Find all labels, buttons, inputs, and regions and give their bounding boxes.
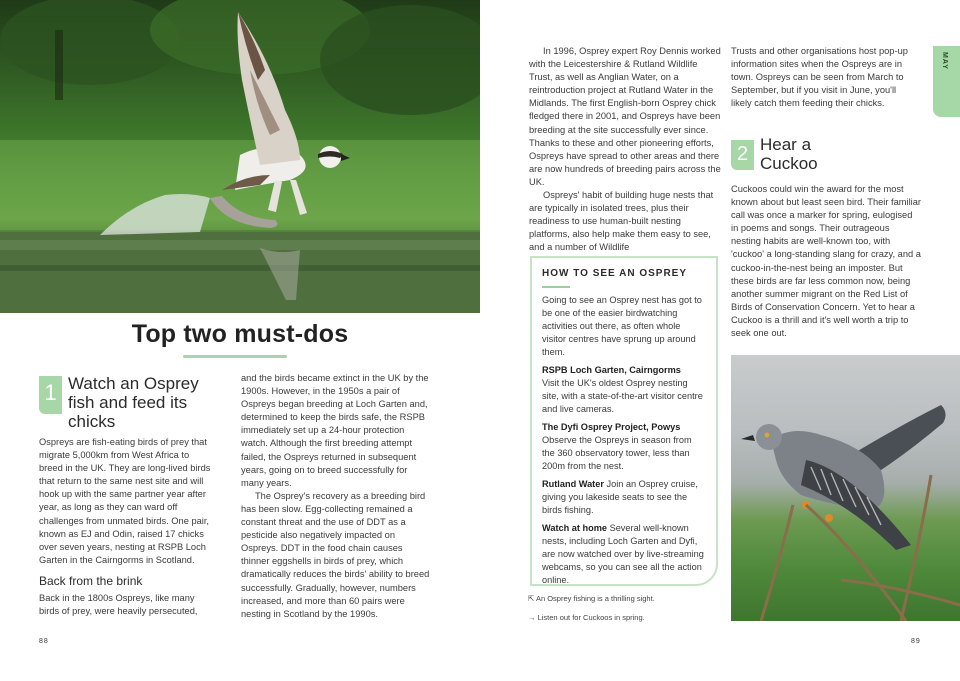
paragraph: Back in the 1800s Ospreys, like many birds of prey, were heavily persecuted, xyxy=(39,593,198,617)
section-number-badge: 2 xyxy=(731,140,754,170)
entry-text: Join an Osprey cruise, giving you lakeside seats to see the birds fishing. xyxy=(542,478,698,515)
section-heading: Hear a Cuckoo xyxy=(760,135,818,173)
arrow-up-left-icon: ⇱ xyxy=(528,594,535,603)
section1-column-2 xyxy=(241,372,431,621)
right-column-2 xyxy=(731,45,911,110)
page-title: Top two must-dos xyxy=(131,320,349,348)
cuckoo-photo xyxy=(731,355,960,621)
box-entry xyxy=(542,522,704,587)
paragraph: Trusts and other organisations host pop-up information sites when the Ospreys are in town. Ospreys can be seen from March to September, but if you visit in June, you'll likely catch them feeding their chicks. xyxy=(731,46,908,109)
subheading: Back from the brink xyxy=(39,573,143,588)
paragraph: Ospreys are fish-eating birds of prey that migrate 5,000km from West Africa to breed in the UK. They are long-lived birds that return to the same nest site and will hook up with the same partner year after year, as long as they can ward off challenges from unmated birds. One pair, known as EJ and Odin, raised 17 chicks over seven years, nesting at RSPB Loch Garten in the Cairngorms in Scotland. xyxy=(39,437,211,565)
paragraph: Ospreys' habit of building huge nests that are typically in isolated trees, plus their readiness to use human-built nesting platforms, also help make them easy to see, and a number of Wildlife xyxy=(529,190,714,253)
how-to-see-box xyxy=(530,256,718,586)
box-entry xyxy=(542,364,704,416)
box-entry xyxy=(542,421,704,473)
entry-name: Watch at home xyxy=(542,522,607,533)
box-divider xyxy=(542,286,570,288)
right-column-1 xyxy=(529,45,721,255)
paragraph: The Osprey's recovery as a breeding bird has been slow. Egg-collecting remained a constant threat and the use of DDT as a pesticide also negatively impacted on Ospreys. DDT in the food chain causes thinner eggshells in birds of prey, which dramatically reduces the birds' ability to breed successfully. Gradually, however, numbers increased, and more than 60 pairs were nesting in Scotland by the 1990s. xyxy=(241,490,430,619)
entry-name: RSPB Loch Garten, Cairngorms xyxy=(542,364,681,375)
osprey-photo xyxy=(0,0,480,313)
arrow-right-icon: → xyxy=(528,613,536,622)
month-tab[interactable] xyxy=(933,46,960,117)
caption-text: Listen out for Cuckoos in spring. xyxy=(537,613,645,622)
paragraph: Cuckoos could win the award for the most known about but least seen bird. Their familiar call was once a marker for spring, eulogised in poems and songs. Their outrageous nesting habits are well-known too, with 'cuckoo' a long-standing slang for crazy, and a cuckoo-in-the-nest being an imposter. But these birds are far less common now, being another summer migrant on the Red List of Birds of Conservation Concern. Yet to hear a Cuckoo is a thrill and it's well worth a trip to seek one out. xyxy=(731,184,922,339)
entry-name: Rutland Water xyxy=(542,478,604,489)
box-entry xyxy=(542,478,704,517)
osprey-photo-icon xyxy=(0,0,480,313)
section1-column-1 xyxy=(39,436,214,618)
title-divider xyxy=(183,355,287,358)
box-intro: Going to see an Osprey nest has got to be one of the easier birdwatching activities out there, as often whole visitor centres have sprung up around them. xyxy=(542,294,702,357)
paragraph: In 1996, Osprey expert Roy Dennis worked with the Leicestershire & Rutland Wildlife Trust, as well as Anglian Water, on a reintroduction project at Rutland Water in the Midlands. The first English-born Osprey chick fledged there in 2001, and Ospreys have been breeding at the site successfully ever since. Thanks to these and other pioneering efforts, Ospreys have spread to other areas and there are now hundreds of breeding pairs across the UK. xyxy=(529,46,721,187)
month-tab-label: MAY xyxy=(941,52,948,70)
entry-text: Several well-known nests, including Loch Garten and Dyfi, are now watched over by live-streaming webcams, so you can see all the action online. xyxy=(542,522,704,585)
section2-text xyxy=(731,183,921,340)
photo-caption xyxy=(528,613,645,622)
cuckoo-photo-icon xyxy=(731,355,960,621)
page-number: 88 xyxy=(39,638,49,645)
box-body xyxy=(542,294,704,587)
paragraph: and the birds became extinct in the UK by the 1900s. However, in the 1950s a pair of Ospreys began breeding at Loch Garten and, determined to keep the birds safe, the RSPB immediately set up a 24-hour protection watch. Although the first breeding attempt failed, the Ospreys returned in subsequent years, going on to breed successfully for many years. xyxy=(241,373,429,488)
caption-text: An Osprey fishing is a thrilling sight. xyxy=(535,594,655,603)
page-number: 89 xyxy=(911,638,921,645)
entry-text: Visit the UK's oldest Osprey nesting site, with a state-of-the-art visitor centre and live cameras. xyxy=(542,377,703,414)
entry-text: Observe the Ospreys in season from the 360 observatory tower, less than 200m from the nest. xyxy=(542,434,692,471)
section-number-badge: 1 xyxy=(39,376,62,414)
box-title: HOW TO SEE AN OSPREY xyxy=(542,268,688,279)
photo-caption xyxy=(528,594,655,603)
section-heading: Watch an Osprey fish and feed its chicks xyxy=(68,374,199,431)
entry-name: The Dyfi Osprey Project, Powys xyxy=(542,421,681,432)
